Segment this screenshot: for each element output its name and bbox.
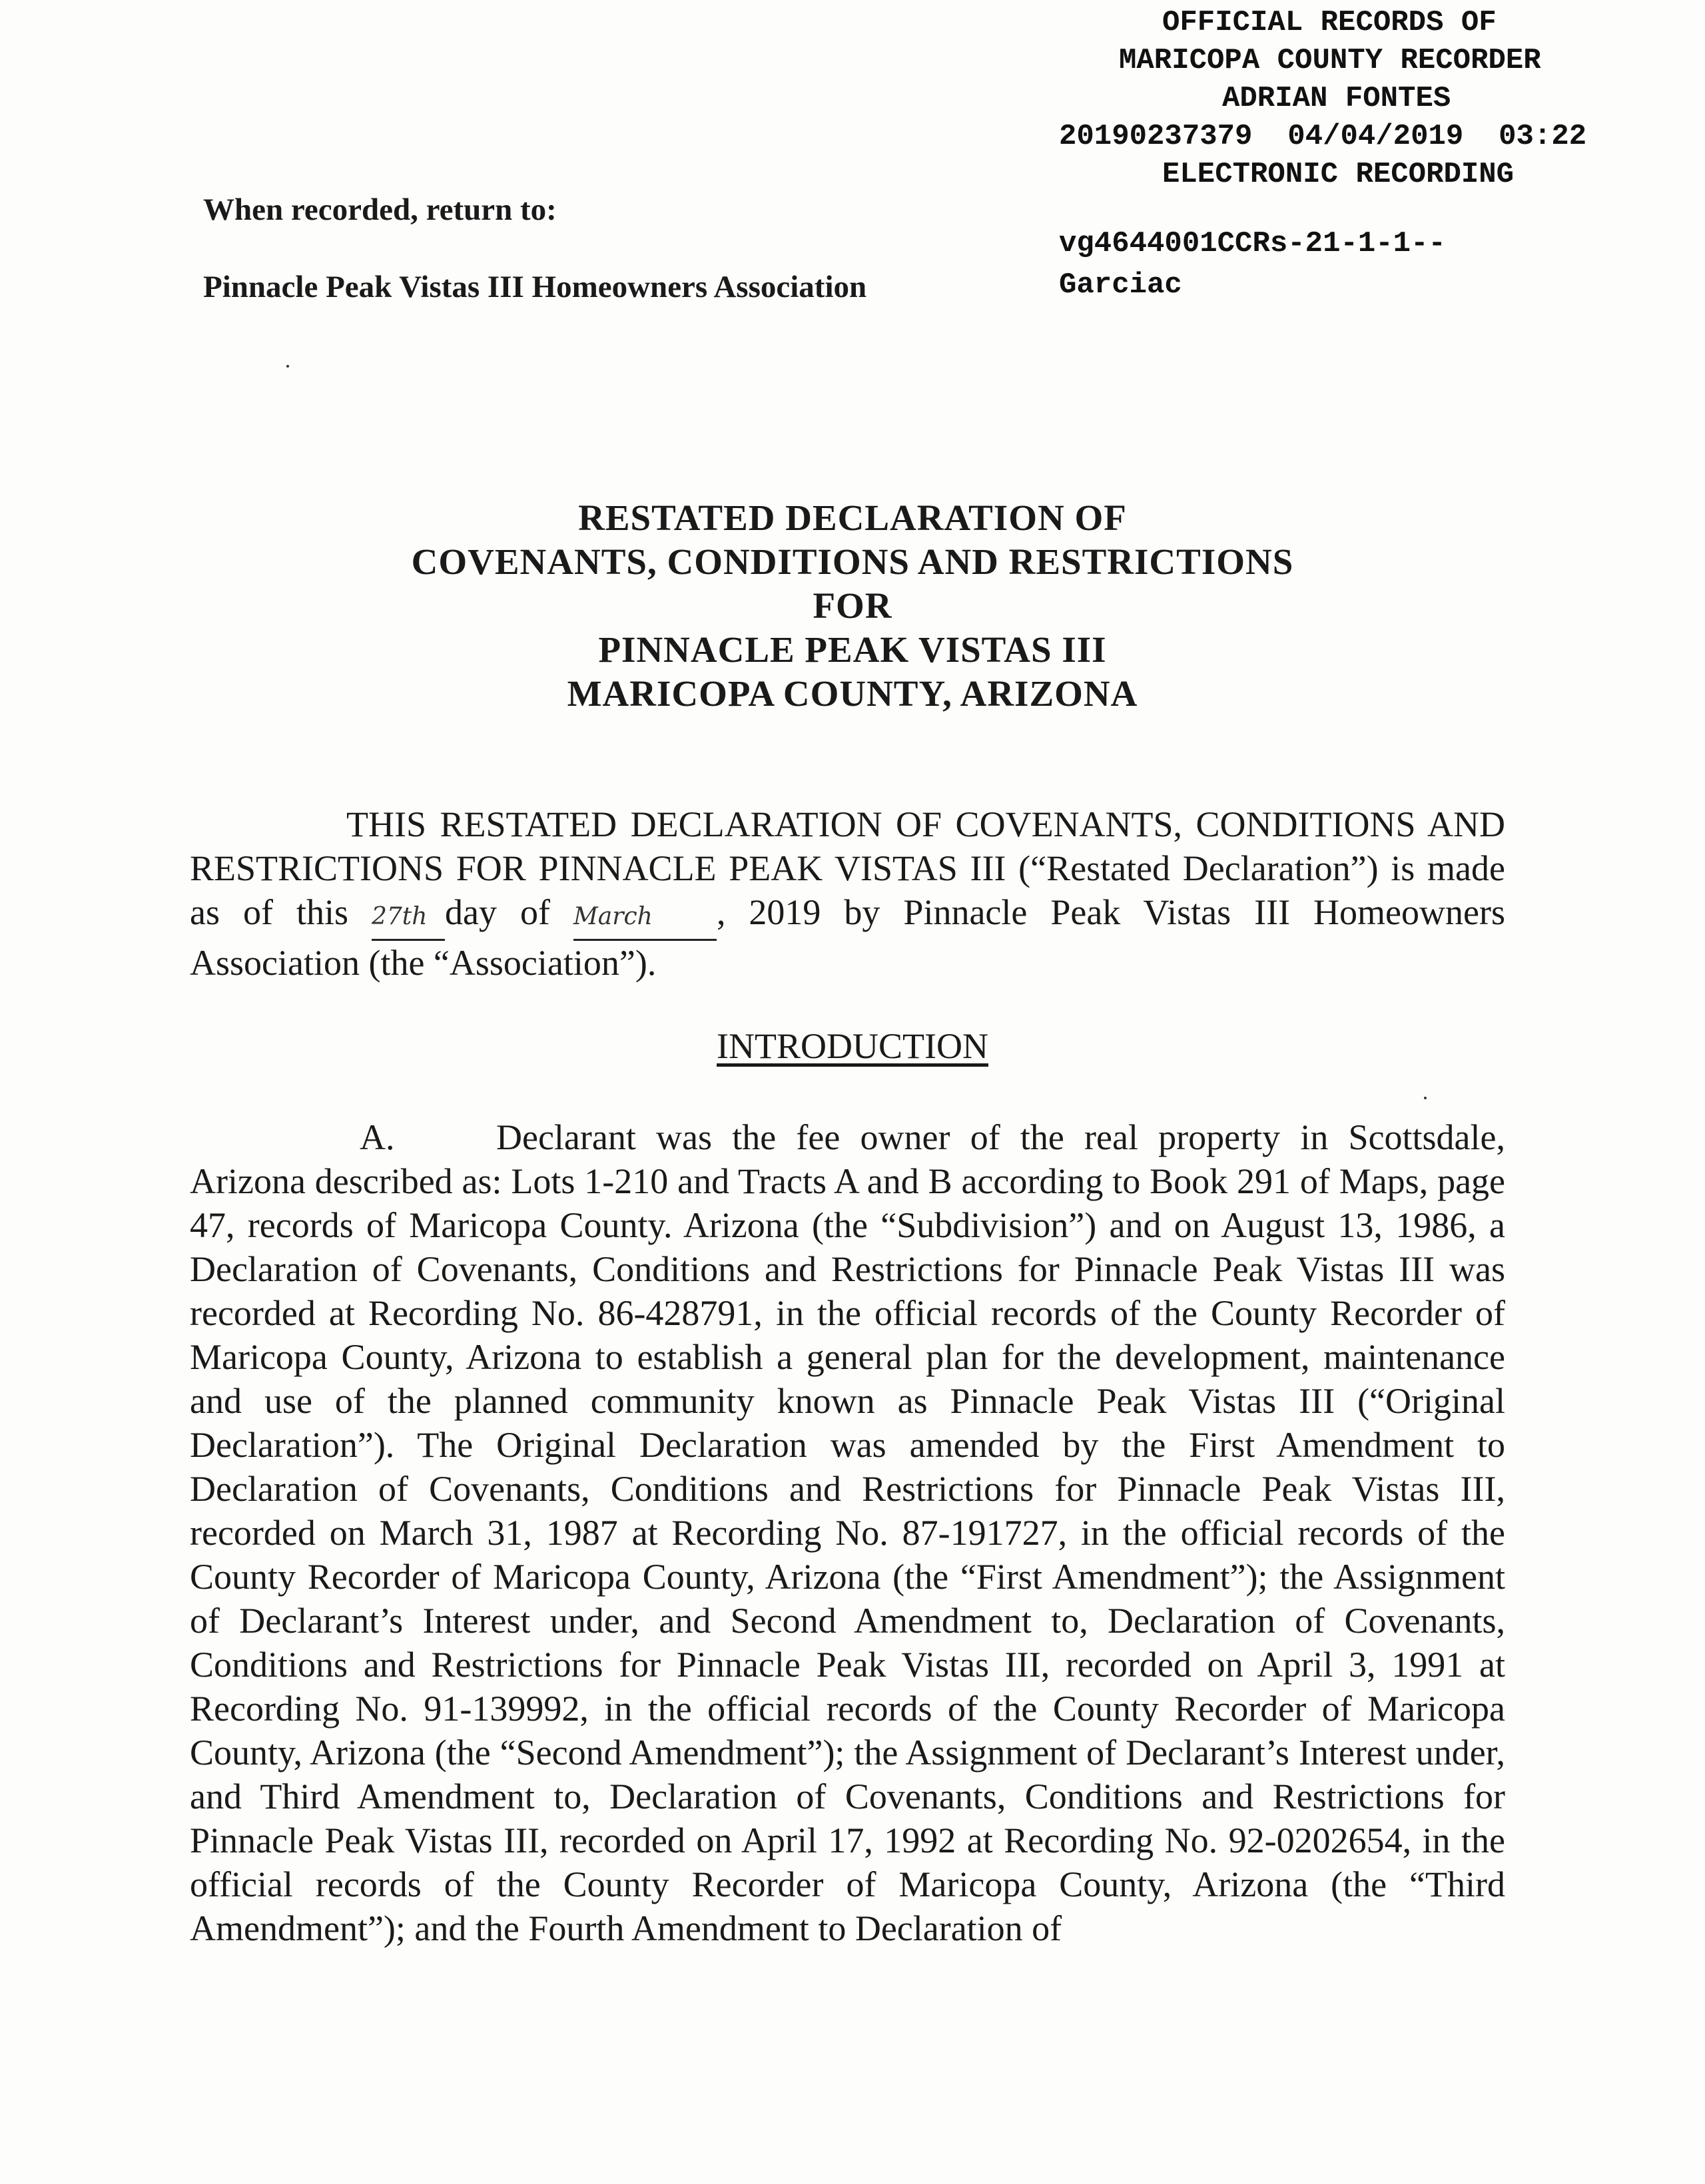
reference-line: vg4644001CCRs-21-1-1-- (1059, 227, 1446, 260)
stamp-line: OFFICIAL RECORDS OF (1162, 6, 1497, 39)
document-title (266, 496, 1439, 716)
preamble-paragraph (190, 802, 1505, 985)
recording-reference (1059, 223, 1446, 306)
paragraph-text: Declarant was the fee owner of the real property in Scottsdale, Arizona described as: Lots 1-210 and Tracts A and B according to Book 291 of Maps, page 47, records of Maricopa County. Arizona (the “Subdivision”) and on August 13, 1986, a Declaration of Covenants, Conditions and Restrictions for Pinnacle Peak Vistas III was recorded at Recording No. 86-428791, in the official records of the County Recorder of Maricopa County, Arizona to establish a general plan for the development, maintenance and use of the planned community known as Pinnacle Peak Vistas III (“Original Declaration”). The Original Declaration was amended by the First Amendment to Declaration of Covenants, Conditions and Restrictions for Pinnacle Peak Vistas III, recorded on March 31, 1987 at Recording No. 87-191727, in the official records of the County Recorder of Maricopa County, Arizona (the “First Amendment”); the Assignment of Declarant’s Interest under, and Second Amendment to, Declaration of Covenants, Conditions and Restrictions for Pinnacle Peak Vistas III, recorded on April 3, 1991 at Recording No. 91-139992, in the official records of the County Recorder of Maricopa County, Arizona (the “Second Amendment”); the Assignment of Declarant’s Interest under, and Third Amendment to, Declaration of Covenants, Conditions and Restrictions for Pinnacle Peak Vistas III, recorded on April 17, 1992 at Recording No. 92-0202654, in the official records of the County Recorder of Maricopa County, Arizona (the “Third Amendment”); and the Fourth Amendment to Declaration of (190, 1117, 1505, 1948)
title-line: PINNACLE PEAK VISTAS III (598, 629, 1107, 670)
title-line: FOR (813, 585, 892, 626)
reference-line: Garciac (1059, 268, 1182, 302)
preamble-text: THIS RESTATED DECLARATION OF COVENANTS, CONDITIONS AND RESTRICTIONS FOR PINNACLE PEAK VISTAS III (“Restated Declaration”) is made as of this (190, 804, 1505, 932)
recorder-stamp (1039, 4, 1692, 194)
stamp-line: ADRIAN FONTES (1222, 82, 1451, 115)
scan-speck (286, 365, 289, 368)
return-to-block (203, 192, 866, 305)
handwritten-day: 27th (372, 895, 445, 941)
title-line: MARICOPA COUNTY, ARIZONA (567, 673, 1138, 714)
scan-speck (1424, 1097, 1427, 1099)
preamble-text: , 2019 by Pinnacle Peak Vistas III Homeowners Association (the “Association”). (190, 892, 1505, 983)
section-heading: INTRODUCTION (717, 1026, 988, 1066)
return-to-label: When recorded, return to: (203, 192, 557, 227)
paragraph-a (190, 1115, 1505, 1950)
handwritten-month: March (573, 895, 717, 941)
stamp-line: MARICOPA COUNTY RECORDER (1119, 44, 1541, 77)
paragraph-marker: A. (360, 1117, 395, 1157)
title-line: RESTATED DECLARATION OF (578, 497, 1127, 538)
stamp-line: ELECTRONIC RECORDING (1162, 158, 1515, 191)
preamble-text: day of (444, 892, 550, 932)
stamp-line: 20190237379 04/04/2019 03:22 (1059, 120, 1587, 153)
return-to-organization: Pinnacle Peak Vistas III Homeowners Association (203, 270, 867, 304)
title-line: COVENANTS, CONDITIONS AND RESTRICTIONS (411, 541, 1294, 582)
